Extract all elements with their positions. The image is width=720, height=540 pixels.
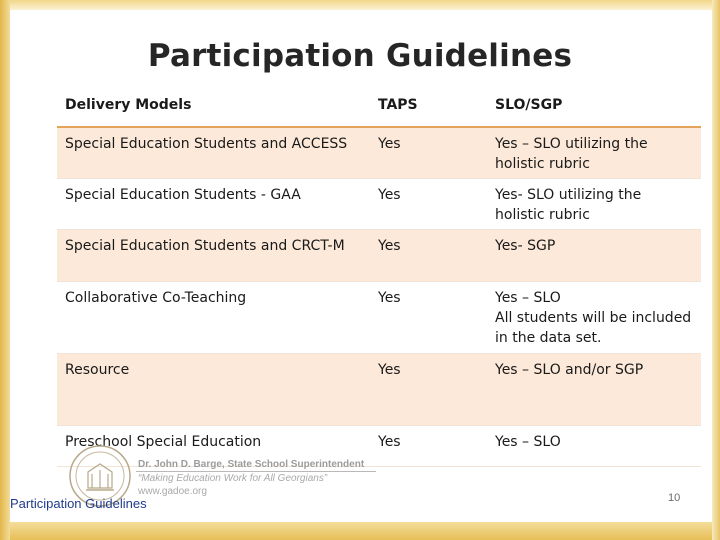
- cell-delivery-model: Collaborative Co-Teaching: [57, 282, 370, 354]
- table-row: [57, 127, 701, 179]
- cell-slo-sgp: Yes – SLO All students will be included in the data set.: [487, 282, 701, 354]
- slide-top-edge: [0, 0, 720, 10]
- slide-title: Participation Guidelines: [147, 38, 573, 74]
- footer-slogan: “Making Education Work for All Georgians”: [138, 473, 328, 484]
- header-slo-sgp: SLO/SGP: [487, 88, 701, 127]
- cell-taps: Yes: [370, 230, 487, 282]
- footer-url-link[interactable]: www.gadoe.org: [138, 486, 207, 497]
- table-header-row: [57, 88, 701, 127]
- superintendent-name: Dr. John D. Barge, State School Superintendent: [138, 459, 365, 470]
- cell-taps: Yes: [370, 354, 487, 426]
- cell-delivery-model: Preschool Special Education: [57, 426, 370, 467]
- page-number: 10: [668, 492, 681, 504]
- footer-caption: Participation Guidelines: [10, 496, 147, 511]
- table-body: [57, 127, 701, 467]
- cell-delivery-model: Special Education Students and ACCESS: [57, 127, 370, 179]
- header-taps: TAPS: [370, 88, 487, 127]
- cell-taps: Yes: [370, 426, 487, 467]
- cell-delivery-model: Special Education Students - GAA: [57, 179, 370, 230]
- participation-table: [57, 88, 701, 467]
- cell-slo-sgp: Yes – SLO: [487, 426, 701, 467]
- footer-divider: [136, 471, 376, 472]
- cell-slo-sgp: Yes- SLO utilizing the holistic rubric: [487, 179, 701, 230]
- cell-taps: Yes: [370, 127, 487, 179]
- table-row: [57, 179, 701, 230]
- cell-slo-sgp: Yes – SLO utilizing the holistic rubric: [487, 127, 701, 179]
- cell-delivery-model: Resource: [57, 354, 370, 426]
- cell-slo-sgp: Yes – SLO and/or SGP: [487, 354, 701, 426]
- table-row: [57, 282, 701, 354]
- footer-gold-bar: [10, 522, 712, 540]
- header-delivery-models: Delivery Models: [57, 88, 370, 127]
- cell-taps: Yes: [370, 282, 487, 354]
- table-row: [57, 354, 701, 426]
- cell-slo-sgp: Yes- SGP: [487, 230, 701, 282]
- cell-delivery-model: Special Education Students and CRCT-M: [57, 230, 370, 282]
- cell-taps: Yes: [370, 179, 487, 230]
- table-row: [57, 230, 701, 282]
